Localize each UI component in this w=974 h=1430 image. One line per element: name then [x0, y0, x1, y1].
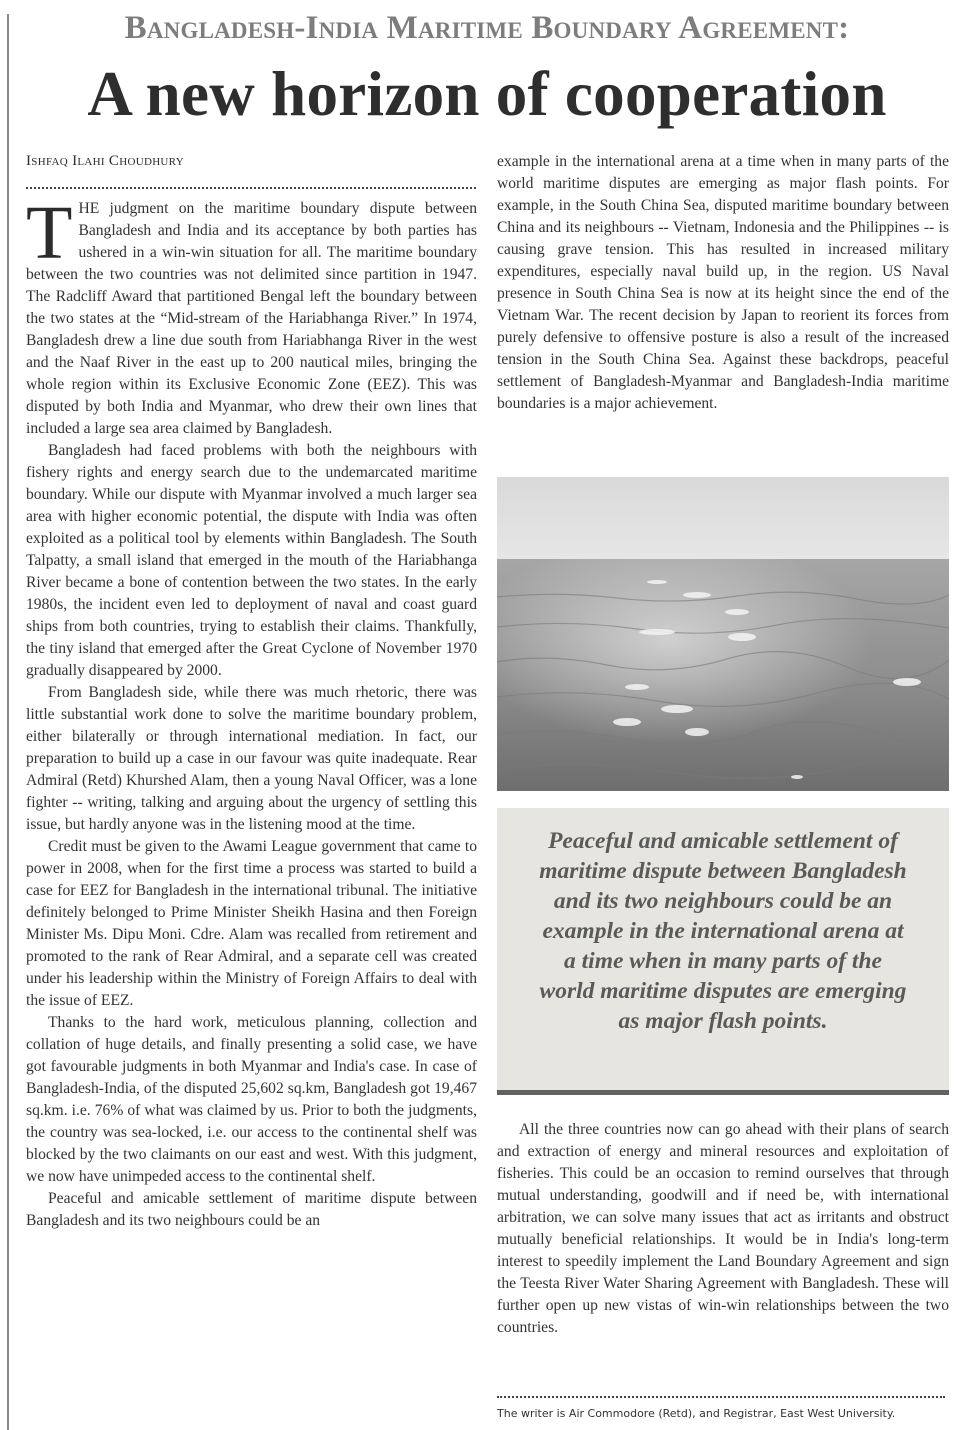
paragraph-1: [26, 191, 477, 440]
paragraph-5: Thanks to the hard work, meticulous planning, collection and collation of huge details, and finally presenting a solid case, we have got favourable judgments in both Myanmar and India's case. In case of Bangladesh-India, of the disputed 25,602 sq.km, Bangladesh got 19,467 sq.km. i.e. 76% of what was claimed by us. Prior to both the judgments, the country was sea-locked, i.e. our access to the continental shelf was blocked by the two claimants on our east and west. With this judgment, we now have unimpeded access to the continental shelf.: [26, 1014, 477, 1185]
article-kicker: Bangladesh-India Maritime Boundary Agreement:: [124, 10, 850, 46]
byline-divider: [26, 187, 476, 189]
paragraph-2: Bangladesh had faced problems with both the neighbours with fishery rights and energy search due to the undemarcated maritime boundary. While our dispute with Myanmar involved a much larger sea area with higher economic potential, the dispute with India was often exploited as a political tool by elements within Bangladesh. The South Talpatty, a small island that emerged in the mouth of the Hariabhanga River became a bone of contention between the two states. In the early 1980s, the incident even led to deployment of naval and coast guard ships from both countries, trying to establish their claims. Thankfully, the tiny island that emerged after the Great Cyclone of November 1970 gradually disappeared by 2000.: [26, 442, 477, 679]
right-column-bottom: [497, 1119, 949, 1339]
drop-cap: T: [26, 191, 73, 275]
paragraph-6: Peaceful and amicable settlement of maritime dispute between Bangladesh and its two neighbours could be an: [26, 1190, 477, 1229]
paragraph-3: From Bangladesh side, while there was much rhetoric, there was little substantial work done to solve the maritime boundary problem, either bilaterally or through international mediation. In fact, our preparation to build up a case in our favour was quite inadequate. Rear Admiral (Retd) Khurshed Alam, then a young Naval Officer, was a lone fighter -- writing, talking and arguing about the urgency of settling this issue, but hardly anyone was in the listening mood at the time.: [26, 684, 477, 833]
pull-quote-text: Peaceful and amicable settlement of maritime dispute between Bangladesh and its two neighbours could be an example in the international arena at a time when in many parts of the world maritime disputes are emerging as major flash points.: [539, 828, 907, 1034]
right-column-top: [497, 151, 949, 415]
sea-photo: [497, 477, 949, 791]
paragraph-6-continued: example in the international arena at a time when in many parts of the world maritime disputes are emerging as major flash points. For example, in the South China Sea, disputed maritime boundary between China and its neighbours -- Vietnam, Indonesia and the Philippines -- is causing grave tension. This has resulted in increased military expenditures, especially naval build up, in the region. US Naval presence in South China Sea is now at its height since the end of the Vietnam War. The recent decision by Japan to reorient its forces from purely defensive to offensive posture is also a result of the increased tension in the South China Sea. Against these backdrops, peaceful settlement of Bangladesh-Myanmar and Bangladesh-India maritime boundaries is a major achievement.: [497, 153, 949, 412]
byline: Ishfaq Ilahi Choudhury: [26, 153, 184, 169]
left-column: [26, 191, 477, 1232]
paragraph-1-text: HE judgment on the maritime boundary dispute between Bangladesh and India and its acceptance by both parties has ushered in a win-win situation for all. The maritime boundary between the two countries was not delimited since partition in 1947. The Radcliff Award that partitioned Bengal left the boundary between the two states at the “Mid-stream of the Hariabhanga River.” In 1974, Bangladesh drew a line due south from Hariabhanga River in the west and the Naaf River in the east up to 200 nautical miles, bringing the whole region within its Exclusive Economic Zone (EEZ). This was disputed by both India and Myanmar, who drew their own lines that included a large sea area claimed by Bangladesh.: [26, 200, 477, 437]
paragraph-7: All the three countries now can go ahead with their plans of search and extraction of energy and mineral resources and exploitation of fisheries. This could be an occasion to remind ourselves that through mutual understanding, goodwill and if need be, with international arbitration, we can solve many issues that act as irritants and obstruct mutually beneficial relationships. It would be in India's long-term interest to speedily implement the Land Boundary Agreement and sign the Teesta River Water Sharing Agreement with Bangladesh. These will further open up new vistas of win-win relationships between the two countries.: [497, 1121, 949, 1336]
article-headline: A new horizon of cooperation: [87, 59, 887, 129]
paragraph-4: Credit must be given to the Awami League government that came to power in 2008, when for the first time a process was started to build a case for EEZ for Bangladesh in the international tribunal. The initiative definitely belonged to Prime Minister Sheikh Hasina and then Foreign Minister Ms. Dipu Moni. Cdre. Alam was recalled from retirement and promoted to the rank of Rear Admiral, and a separate cell was created under his leadership within the Ministry of Foreign Affairs to deal with the issue of EEZ.: [26, 838, 477, 1009]
credit-divider: [497, 1396, 945, 1398]
sea-photo-image: [497, 477, 949, 791]
pull-quote-box: [497, 808, 949, 1095]
author-credit: The writer is Air Commodore (Retd), and Registrar, East West University.: [497, 1407, 896, 1420]
pull-quote: [497, 826, 949, 1036]
left-column-rule: [7, 14, 9, 1430]
